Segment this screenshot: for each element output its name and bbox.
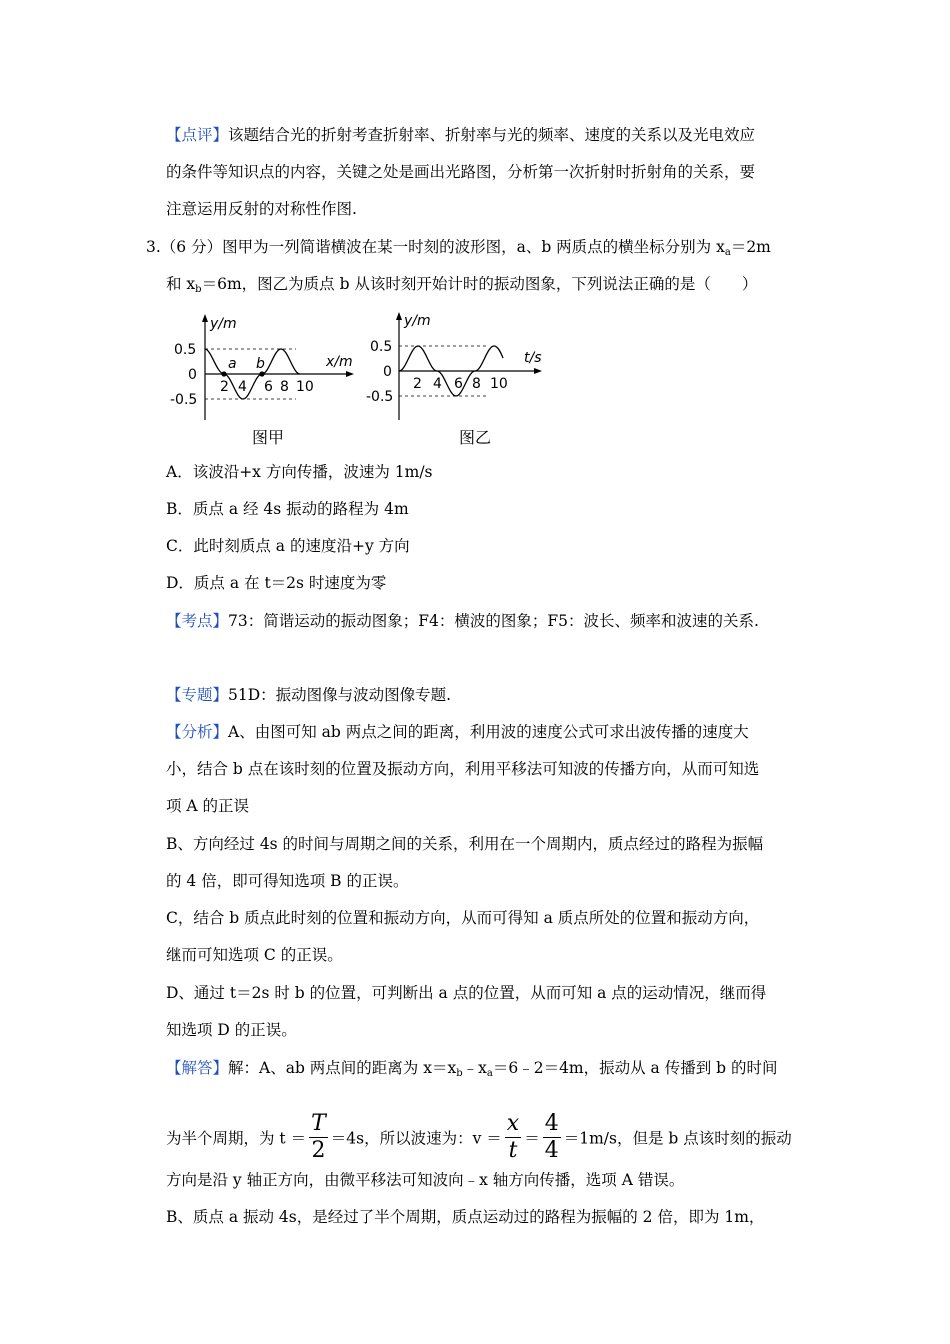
wave-x-tick-2: 2	[220, 379, 229, 395]
question-text-2a: 和 x	[166, 275, 196, 293]
vib-x-tick-2: 2	[413, 376, 422, 392]
question-text-2b: ＝6m，图乙为质点 b 从该时刻开始计时的振动图象，下列说法正确的是（ ）	[201, 275, 758, 293]
equals-sign: ＝	[524, 1129, 540, 1148]
wave-y-tick-0: 0	[188, 367, 197, 383]
question-sub-a: a	[724, 247, 731, 258]
vib-x-axis-arrow	[534, 368, 542, 374]
jieda-text-1a: 解：A、ab 两点间的距离为 x＝x	[228, 1059, 457, 1077]
fraction-4-over-4	[543, 1111, 561, 1164]
wave-point-a	[221, 371, 226, 376]
comment-line-3: 注意运用反射的对称性作图.	[166, 200, 357, 218]
wave-point-b-label: b	[256, 356, 265, 372]
question-sub-b: b	[195, 284, 202, 295]
option-d: D．质点 a 在 t＝2s 时速度为零	[166, 574, 387, 592]
jieda-text-1b: ﹣x	[462, 1059, 487, 1077]
wave-x-label: x/m	[326, 354, 353, 370]
fenxi-line-4: B、方向经过 4s 的时间与周期之间的关系，利用在一个周期内，质点经过的路程为振幅	[166, 835, 764, 853]
vib-y-tick-05: 0.5	[370, 339, 393, 355]
figure-b-caption: 图乙	[459, 428, 492, 447]
fenxi-line-9: 知选项 D 的正误。	[166, 1021, 297, 1039]
comment-tag: 【点评】	[166, 126, 229, 144]
jieda-line-2	[166, 1111, 792, 1163]
vib-y-tick-neg05: -0.5	[366, 389, 394, 405]
fenxi-line-6: C，结合 b 质点此时刻的位置和振动方向，从而可得知 a 质点所处的位置和振动方向，	[166, 909, 760, 927]
question-text-1b: ＝2m	[730, 238, 771, 256]
vib-y-label: y/m	[404, 313, 431, 329]
kaodian-line	[166, 610, 759, 632]
jieda-sub-b: b	[456, 1068, 463, 1079]
wave-y-label: y/m	[210, 316, 237, 332]
zhuanti-line	[166, 684, 451, 706]
jieda-sub-a: a	[486, 1068, 493, 1079]
jieda-line-1	[166, 1057, 778, 1079]
vib-y-tick-0: 0	[383, 364, 392, 380]
option-a: A．该波沿+x 方向传播，波速为 1m/s	[166, 463, 433, 481]
fenxi-text-1: A、由图可知 ab 两点之间的距离，利用波的速度公式可求出波传播的速度大	[228, 723, 749, 741]
vib-x-label: t/s	[524, 350, 542, 366]
vib-x-tick-6: 6	[454, 376, 463, 392]
question-line-2	[166, 273, 757, 295]
vib-x-tick-8: 8	[472, 376, 481, 392]
option-b: B．质点 a 经 4s 振动的路程为 4m	[166, 500, 409, 518]
jieda-line-3: 方向是沿 y 轴正方向，由微平移法可知波向﹣x 轴方向传播，选项 A 错误。	[166, 1171, 685, 1189]
fenxi-tag: 【分析】	[166, 723, 229, 741]
wave-x-tick-6: 6	[264, 379, 273, 395]
wave-x-tick-8: 8	[280, 379, 289, 395]
jieda-text-1c: ＝6﹣2＝4m，振动从 a 传播到 b 的时间	[492, 1059, 778, 1077]
fenxi-line-3: 项 A 的正误	[166, 797, 250, 815]
fraction-t-over-2	[309, 1111, 328, 1164]
comment-text-1: 该题结合光的折射考查折射率、折射率与光的频率、速度的关系以及光电效应	[228, 126, 756, 144]
wave-graph-figure	[168, 312, 368, 424]
comment-line-1	[166, 124, 755, 146]
wave-y-axis-arrow	[202, 314, 208, 322]
frac2-denominator: t	[508, 1138, 518, 1163]
wave-y-tick-05: 0.5	[174, 342, 197, 358]
fenxi-line-2: 小，结合 b 点在该时刻的位置及振动方向，利用平移法可知波的传播方向，从而可知选	[166, 760, 760, 778]
vib-y-axis-arrow	[396, 312, 402, 320]
vib-x-tick-10: 10	[490, 376, 508, 392]
jieda-tag: 【解答】	[166, 1059, 229, 1077]
jieda-text-2a: 为半个周期，为 t ＝	[166, 1129, 307, 1148]
wave-x-tick-4: 4	[238, 379, 247, 395]
zhuanti-tag: 【专题】	[166, 686, 229, 704]
option-c: C．此时刻质点 a 的速度沿+y 方向	[166, 537, 410, 555]
wave-point-a-label: a	[228, 356, 237, 372]
wave-point-b	[259, 371, 264, 376]
figure-a-caption: 图甲	[252, 428, 285, 447]
vib-x-tick-4: 4	[433, 376, 442, 392]
jieda-line-4: B、质点 a 振动 4s，是经过了半个周期，质点运动过的路程为振幅的 2 倍，即为 1m，	[166, 1208, 765, 1226]
fraction-x-over-t	[505, 1111, 521, 1164]
fenxi-line-5: 的 4 倍，即可得知选项 B 的正误。	[166, 872, 409, 890]
fenxi-line-1	[166, 721, 749, 743]
frac1-denominator: 2	[311, 1138, 326, 1163]
frac1-numerator: T	[311, 1111, 326, 1136]
vibration-graph-figure	[366, 308, 556, 424]
wave-x-tick-10: 10	[296, 379, 314, 395]
wave-y-tick-neg05: -0.5	[170, 392, 198, 408]
wave-x-axis-arrow	[346, 371, 354, 377]
jieda-text-2c: ＝1m/s，但是 b 点该时刻的振动	[563, 1129, 792, 1148]
comment-line-2: 的条件等知识点的内容，关键之处是画出光路图，分析第一次折射时折射角的关系，要	[166, 163, 756, 181]
fenxi-line-8: D、通过 t＝2s 时 b 的位置，可判断出 a 点的位置，从而可知 a 点的运动情况，继而得	[166, 984, 767, 1002]
question-text-1a: 3.（6 分）图甲为一列简谐横波在某一时刻的波形图，a、b 两质点的横坐标分别为 x	[146, 238, 725, 256]
frac3-denominator: 4	[544, 1138, 559, 1163]
jieda-text-2b: ＝4s，所以波速为：v ＝	[330, 1129, 502, 1148]
zhuanti-text: 51D：振动图像与波动图像专题.	[228, 686, 452, 704]
kaodian-text: 73：简谐运动的振动图象；F4：横波的图象；F5：波长、频率和波速的关系.	[228, 612, 759, 630]
kaodian-tag: 【考点】	[166, 612, 229, 630]
fenxi-line-7: 继而可知选项 C 的正误。	[166, 946, 343, 964]
frac3-numerator: 4	[544, 1111, 559, 1136]
frac2-numerator: x	[506, 1111, 520, 1136]
question-line-1	[146, 236, 771, 258]
